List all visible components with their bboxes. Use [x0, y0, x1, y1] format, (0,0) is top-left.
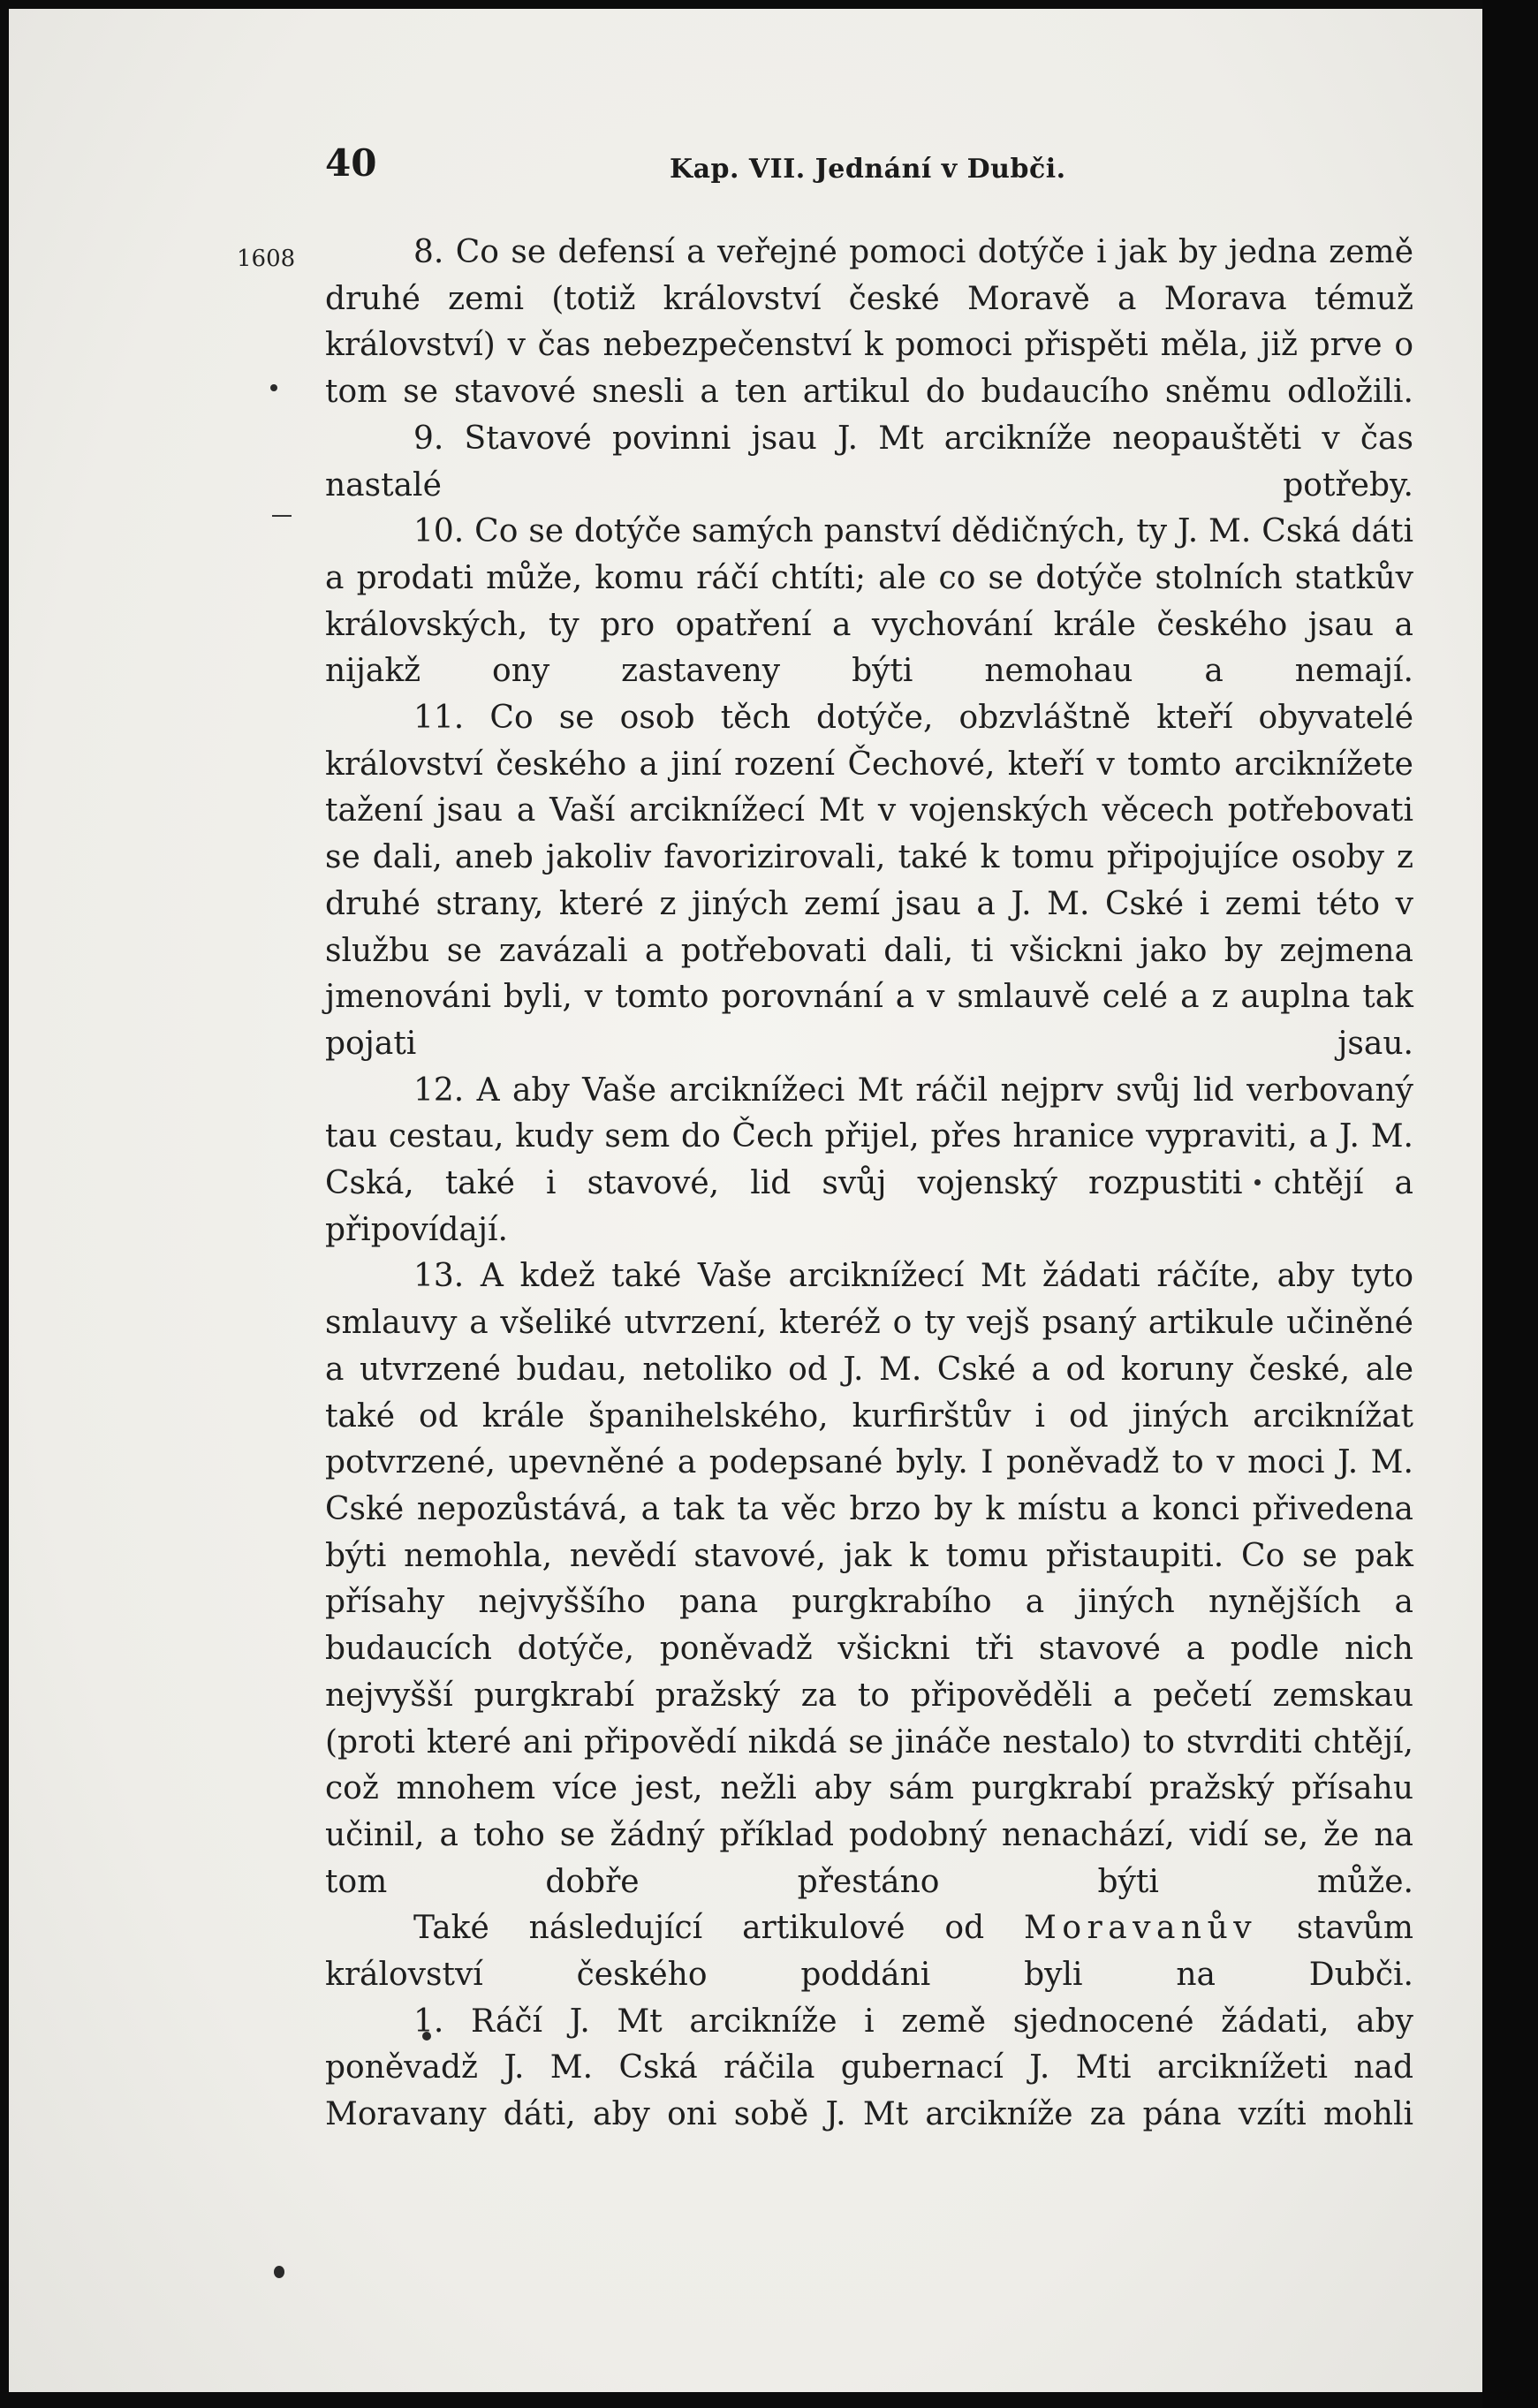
book-page — [9, 9, 1482, 2392]
moravanuv-emphasis: Moravanův — [1024, 1910, 1258, 1947]
paragraph-11: 11. Co se osob těch dotýče, obzvláštně kteří obyvatelé království českého a jiní rození Čechové, kteří v tomto arciknížete tažení jsau a Vaší arciknížecí Mt v vojenských věcech potřebovati se dali, aneb jakoliv favorizirovali, také k tomu připojujíce osoby z druhé strany, které z jiných zemí jsau a J. M. Cské i zemi této v službu se zavázali a potřebovati dali, ti všickni jako by zejmena jmenováni byli, v tomto porovnání a v smlauvě celé a z auplna tak pojati jsau. — [325, 700, 1413, 1062]
paragraph-9: 9. Stavové povinni jsau J. Mt arcikníže neopauštěti v čas nastalé potřeby. — [325, 420, 1413, 504]
paragraph-13: 13. A kdež také Vaše arciknížecí Mt žádati ráčíte, aby tyto smlauvy a všeliké utvrzení, kteréž o ty vejš psaný artikule učiněné a utvrzené budau, netoliko od J. M. Cské a od koruny české, ale také od krále španihelského, kurfirštův i od jiných arciknížat potvrzené, upevněné a podepsané byly. I poněvadž to v moci J. M. Cské nepozůstává, a tak ta věc brzo by k místu a konci přivedena býti nemohla, nevědí stavové, jak k tomu přistaupiti. Co se pak přísahy nejvyššího pana purgkrabího a jiných nynějších a budaucích dotýče, poněvadž všickni tři stavové a podle nich nejvyšší purgkrabí pražský za to připověděli a pečetí zemskau (proti které ani připovědí nikdá se jináče nestalo) to stvrditi chtějí, což mnohem více jest, nežli aby sám purgkrabí pražský přísahu učinil, a toho se žádný příklad podobný nenachází, vidí se, že na tom dobře přestáno býti může. — [325, 1258, 1413, 1900]
paragraph-12: 12. A aby Vaše arciknížeci Mt ráčil nejprv svůj lid verbovaný tau cestau, kudy sem do Čech přijel, přes hranice vypraviti, a J. M. Cská, také i stavové, lid svůj vojenský rozpustiti chtějí a připovídají. — [325, 1071, 1413, 1248]
paragraph-moravian-articles — [325, 1905, 1413, 1998]
page-number: 40 — [325, 141, 377, 185]
paragraph-1: 1. Ráčí J. Mt arcikníže i země sjednocené žádati, aby poněvadž J. M. Cská ráčila gubernací J. Mti arciknížeti nad Moravany dáti, aby oni sobě J. Mt arcikníže za pána vzíti mohli — [325, 2003, 1413, 2133]
page-header — [325, 141, 1482, 194]
margin-dash-mark — [272, 515, 292, 517]
running-title: Kap. VII. Jednání v Dubči. — [670, 154, 1066, 185]
moravian-intro-rest: stavům království českého poddáni byli na Dubči. — [325, 1910, 1413, 1994]
paragraph-8: 8. Co se defensí a veřejné pomoci dotýče i jak by jedna země druhé zemi (totiž království české Moravě a Morava témuž království) v čas nebezpečenství k pomoci přispěti měla, již prve o tom se stavové snesli a ten artikul do budaucího sněmu odložili. — [325, 234, 1413, 411]
ink-speck — [270, 384, 277, 391]
ink-speck — [274, 2266, 284, 2278]
scan-dark-edge — [1482, 0, 1538, 2408]
paragraph-10: 10. Co se dotýče samých panství dědičných, ty J. M. Cská dáti a prodati může, komu ráčí chtíti; ale co se dotýče stolních statkův královských, ty pro opatření a vychování krále českého jsau a nijakž ony zastaveny býti nemohau a nemají. — [325, 513, 1413, 690]
page-body — [325, 230, 1413, 2139]
margin-year-note: 1608 — [237, 246, 296, 272]
moravian-intro-text: Také následující artikulové od — [413, 1910, 1025, 1947]
